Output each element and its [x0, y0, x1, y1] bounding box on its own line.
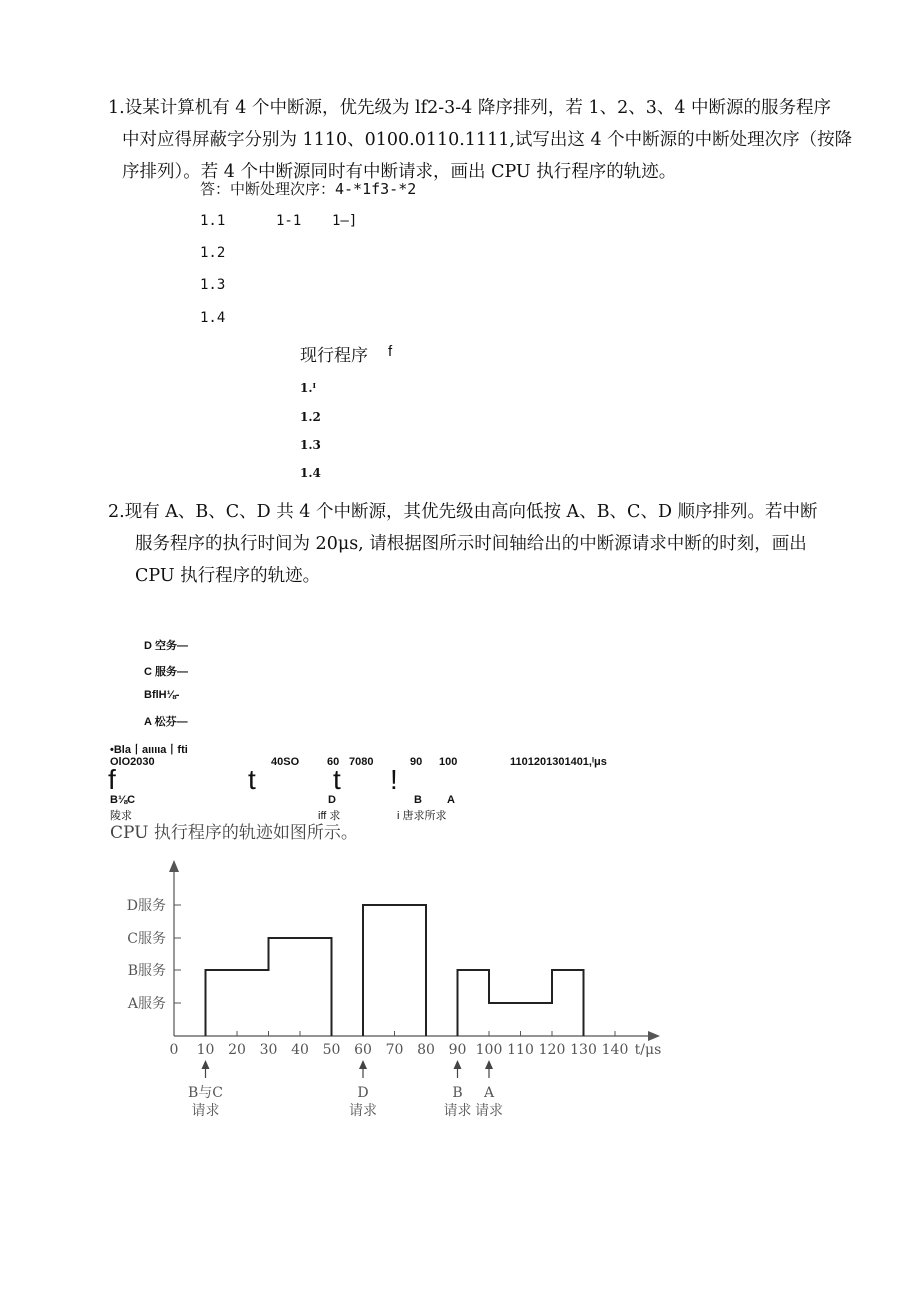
ocr-row2-e: 90 [410, 756, 423, 768]
q1-row-4-a: 1.4 [200, 310, 226, 326]
ocr-bottom-right2: i 唐求所求 [397, 810, 447, 822]
current-row-4: 1.4 [300, 466, 321, 480]
ocr-row1: •Bla丨aιιιιa丨fti [110, 744, 188, 756]
request-sublabel-2: 请求 [443, 1103, 472, 1119]
current-row-2: 1.2 [300, 410, 321, 424]
ocr-arrow-3: t [333, 764, 341, 795]
request-sublabel-3: 请求 [475, 1103, 503, 1119]
q2-line2: 服务程序的执行时间为 20μs, 请根据图所示时间轴给出的中断源请求中断的时刻，画出 [135, 534, 807, 554]
ocr-bottom-left: B⅛C [110, 794, 136, 806]
request-label-3: A [483, 1085, 495, 1101]
x-tick-label-2: 20 [228, 1042, 246, 1058]
x-tick-label-14: 140 [601, 1042, 629, 1058]
ocr-row2-a: OlO2030 [110, 756, 155, 768]
x-tick-label-7: 70 [385, 1042, 404, 1058]
q1-row-1-c: 1—] [332, 213, 358, 229]
ocr-bottom-right-b: B [414, 794, 422, 806]
current-row-3: 1.3 [300, 438, 321, 452]
ocr-row2-d: 7080 [349, 756, 374, 768]
x-tick-label-1: 10 [196, 1042, 215, 1058]
request-sublabel-0: 请求 [191, 1103, 220, 1119]
x-tick-label-9: 90 [448, 1042, 467, 1058]
ocr-row2-b: 40SO [271, 756, 300, 768]
ocr-row2-c: 60 [327, 756, 340, 768]
x-tick-label-11: 110 [507, 1042, 534, 1058]
x-tick-label-13: 130 [570, 1042, 597, 1058]
x-axis-label: t/μs [634, 1042, 662, 1058]
ocr-label-c: C 服务— [144, 666, 188, 678]
q2-line1: 2.现有 A、B、C、D 共 4 个中断源，其优先级由高向低按 A、B、C、D 顺序排列。若中断 [108, 502, 818, 522]
q1-row-1-a: 1.1 [200, 213, 226, 229]
ocr-label-b: BflH⅛- [144, 689, 180, 701]
q2-line3: CPU 执行程序的轨迹。 [135, 566, 321, 586]
request-label-0: B与C [188, 1085, 223, 1101]
request-label-2: B [452, 1085, 463, 1101]
ocr-row2-f: 100 [439, 756, 458, 768]
ocr-arrow-1: f [108, 764, 116, 795]
y-axis-arrow [169, 860, 179, 872]
y-label-0: A服务 [127, 996, 166, 1012]
current-program-f: f [388, 343, 393, 360]
x-tick-label-10: 100 [475, 1042, 503, 1058]
q1-row-1-b: 1-1 [276, 213, 302, 229]
ocr-bottom-right-a: A [447, 794, 455, 806]
q1-row-3-a: 1.3 [200, 277, 226, 293]
x-tick-label-6: 60 [354, 1042, 372, 1058]
request-label-1: D [357, 1085, 369, 1101]
x-tick-label-3: 30 [259, 1042, 278, 1058]
request-arrowhead-3 [485, 1060, 493, 1069]
ocr-arrow-2: t [248, 764, 256, 795]
trace-block-1 [206, 938, 332, 1036]
x-tick-label-5: 50 [322, 1042, 341, 1058]
y-label-1: B服务 [127, 963, 166, 979]
x-tick-label-4: 40 [291, 1042, 309, 1058]
request-arrowhead-0 [202, 1060, 210, 1069]
ocr-bottom-mid2: iff 求 [318, 810, 341, 822]
ocr-row2-g: 1101201301401,ᴵμs [510, 756, 607, 768]
q1-row-2-a: 1.2 [200, 245, 226, 261]
q1-line1: 1.设某计算机有 4 个中断源，优先级为 lf2-3-4 降序排列，若 1、2、3、4 中断源的服务程序 [108, 98, 832, 118]
x-tick-label-12: 120 [538, 1042, 566, 1058]
y-label-2: C服务 [127, 931, 166, 947]
ocr-bottom-mid: D [328, 794, 336, 806]
q1-line3: 序排列）。若 4 个中断源同时有中断请求，画出 CPU 执行程序的轨迹。 [122, 162, 677, 182]
x-tick-label-8: 80 [417, 1042, 435, 1058]
current-row-1: 1.ᴵ [300, 381, 317, 395]
q1-answer: 答：中断处理次序：4-*1f3-*2 [200, 180, 417, 198]
ocr-arrow-4: ! [390, 764, 398, 795]
trace-block-5 [458, 970, 584, 1036]
trace-block-2 [363, 905, 426, 1036]
x-tick-label-0: 0 [169, 1042, 179, 1058]
q1-line2: 中对应得屏蔽字分别为 1110、0100.0110.1111,试写出这 4 个中断源的中断处理次序（按降 [122, 130, 853, 150]
request-arrowhead-2 [454, 1060, 462, 1069]
ocr-label-d: D 空务— [144, 640, 188, 652]
figure-caption: CPU 执行程序的轨迹如图所示。 [110, 823, 358, 843]
current-program-title: 现行程序 [300, 346, 368, 365]
ocr-bottom-left2: 陵求 [110, 810, 132, 822]
y-label-3: D服务 [126, 898, 166, 914]
ocr-label-a: A 松芬— [144, 716, 188, 728]
request-sublabel-1: 请求 [349, 1103, 377, 1119]
request-arrowhead-1 [359, 1060, 367, 1069]
x-axis-arrow [648, 1031, 660, 1041]
